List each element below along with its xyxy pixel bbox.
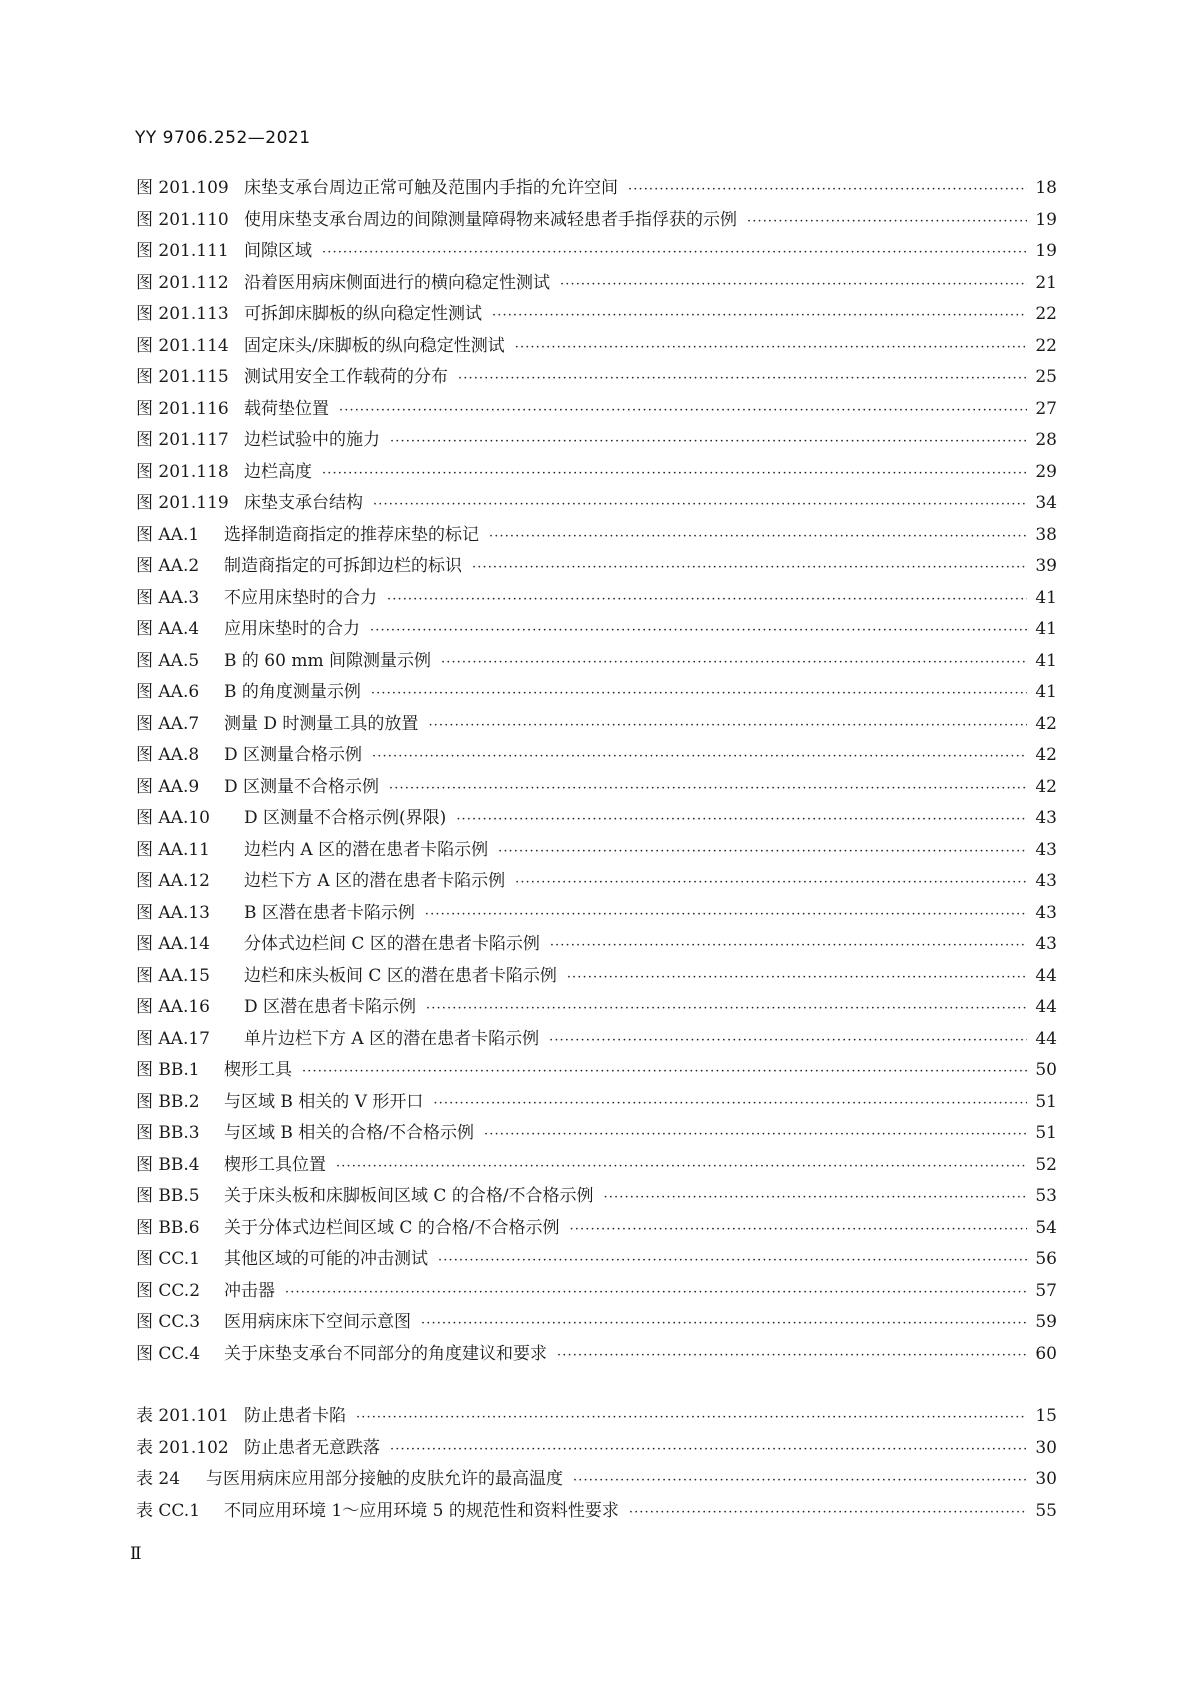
entry-label: 图 201.110: [136, 209, 229, 230]
table-entry[interactable]: [136, 1438, 1057, 1470]
entry-title: 与区域 B 相关的 V 形开口: [224, 1091, 424, 1112]
entry-page-number: 55: [1035, 1500, 1057, 1521]
entry-page-number: 51: [1035, 1123, 1057, 1143]
entry-page-number: 41: [1035, 587, 1057, 608]
entry-title: 医用病床床下空间示意图: [224, 1312, 411, 1332]
entry-page-number: 51: [1035, 1091, 1057, 1112]
section-gap: [136, 1375, 1057, 1406]
entry-label: 表 24: [136, 1469, 181, 1489]
dot-leader: [515, 338, 1027, 358]
entry-page-number: 43: [1035, 902, 1057, 923]
entry-page-number: 29: [1035, 461, 1057, 482]
figure-entry[interactable]: [136, 1029, 1057, 1061]
figure-entry[interactable]: [136, 1312, 1057, 1344]
entry-title: 边栏高度: [244, 461, 312, 482]
entry-label: 图 AA.14: [136, 934, 210, 954]
entry-label: 图 201.112: [136, 272, 229, 293]
entry-page-number: 56: [1035, 1249, 1057, 1269]
entry-page-number: 43: [1035, 871, 1057, 891]
dot-leader: [428, 716, 1027, 736]
entry-page-number: 43: [1035, 839, 1057, 860]
dot-leader: [390, 432, 1027, 452]
dot-leader: [390, 1440, 1027, 1460]
entry-title: 关于床头板和床脚板间区域 C 的合格/不合格示例: [224, 1186, 594, 1206]
entry-title: 防止患者卡陷: [244, 1406, 346, 1426]
table-entry[interactable]: [136, 1501, 1057, 1533]
figure-entry[interactable]: [136, 525, 1057, 557]
figure-entry[interactable]: [136, 808, 1057, 840]
figure-entry[interactable]: [136, 1249, 1057, 1281]
entry-page-number: 27: [1035, 398, 1057, 419]
figure-entry[interactable]: [136, 304, 1057, 336]
figure-entry[interactable]: [136, 178, 1057, 210]
entry-label: 图 CC.1: [136, 1249, 201, 1269]
figure-entry[interactable]: [136, 903, 1057, 935]
entry-title: D 区潜在患者卡陷示例: [244, 997, 417, 1017]
entry-page-number: 42: [1035, 713, 1057, 734]
entry-title: 床垫支承台结构: [244, 493, 363, 513]
dot-leader: [549, 1031, 1027, 1051]
dot-leader: [456, 810, 1027, 830]
dot-leader: [302, 1062, 1027, 1082]
entry-page-number: 41: [1035, 619, 1057, 639]
table-entry[interactable]: [136, 1469, 1057, 1501]
entry-page-number: 30: [1035, 1437, 1057, 1458]
entry-label: 图 BB.1: [136, 1060, 200, 1080]
figure-entry[interactable]: [136, 1281, 1057, 1313]
entry-label: 图 AA.13: [136, 902, 210, 923]
entry-label: 表 201.101: [136, 1406, 229, 1426]
entry-label: 图 BB.2: [136, 1091, 200, 1112]
entry-label: 图 AA.3: [136, 587, 200, 608]
entry-label: 图 BB.4: [136, 1154, 200, 1175]
dot-leader: [322, 464, 1027, 484]
entry-label: 图 201.109: [136, 178, 229, 198]
entry-title: 边栏和床头板间 C 区的潜在患者卡陷示例: [244, 965, 557, 986]
figure-entry[interactable]: [136, 462, 1057, 494]
dot-leader: [492, 306, 1027, 326]
entry-title: 应用床垫时的合力: [224, 619, 360, 639]
entry-label: 图 CC.4: [136, 1343, 201, 1364]
dot-leader: [285, 1283, 1027, 1303]
dot-leader: [567, 968, 1027, 988]
entry-title: 测量 D 时测量工具的放置: [224, 713, 419, 734]
figure-entry[interactable]: [136, 840, 1057, 872]
standard-number-header: YY 9706.252—2021: [135, 128, 311, 148]
list-of-figures: [136, 178, 1057, 1375]
entry-page-number: 42: [1035, 776, 1057, 797]
entry-label: 图 201.113: [136, 304, 229, 324]
dot-leader: [484, 1125, 1027, 1145]
entry-page-number: 21: [1035, 272, 1057, 293]
entry-label: 图 AA.7: [136, 713, 200, 734]
entry-title: 制造商指定的可拆卸边栏的标识: [224, 556, 462, 576]
entry-label: 图 BB.5: [136, 1186, 200, 1206]
entry-title: B 区潜在患者卡陷示例: [244, 902, 415, 923]
entry-page-number: 59: [1035, 1312, 1057, 1332]
entry-title: 可拆卸床脚板的纵向稳定性测试: [244, 304, 482, 324]
entry-page-number: 53: [1035, 1186, 1057, 1206]
entry-label: 图 AA.6: [136, 682, 200, 702]
entry-page-number: 44: [1035, 1028, 1057, 1049]
dot-leader: [433, 1094, 1027, 1114]
table-entry[interactable]: [136, 1406, 1057, 1438]
entry-title: 载荷垫位置: [244, 398, 329, 419]
figure-entry[interactable]: [136, 1123, 1057, 1155]
dot-leader: [515, 873, 1027, 893]
entry-page-number: 60: [1035, 1343, 1057, 1364]
dot-leader: [425, 905, 1027, 925]
dot-leader: [426, 999, 1027, 1019]
dot-leader: [498, 842, 1027, 862]
figure-entry[interactable]: [136, 367, 1057, 399]
entry-title: B 的角度测量示例: [224, 682, 361, 702]
page-number-roman: Ⅱ: [130, 1544, 142, 1564]
entry-page-number: 34: [1035, 493, 1057, 513]
entry-page-number: 41: [1035, 650, 1057, 671]
entry-title: 选择制造商指定的推荐床垫的标记: [224, 524, 479, 545]
entry-page-number: 18: [1035, 178, 1057, 198]
entry-title: 单片边栏下方 A 区的潜在患者卡陷示例: [244, 1028, 540, 1049]
entry-page-number: 19: [1035, 241, 1057, 261]
entry-title: 测试用安全工作载荷的分布: [244, 367, 448, 387]
dot-leader: [557, 1346, 1027, 1366]
figure-entry[interactable]: [136, 966, 1057, 998]
entry-title: 沿着医用病床侧面进行的横向稳定性测试: [244, 272, 550, 293]
entry-label: 图 AA.15: [136, 965, 210, 986]
dot-leader: [373, 495, 1027, 515]
dot-leader: [322, 243, 1027, 263]
entry-title: 固定床头/床脚板的纵向稳定性测试: [244, 335, 505, 356]
entry-label: 图 AA.5: [136, 650, 200, 671]
dot-leader: [438, 1251, 1027, 1271]
entry-page-number: 54: [1035, 1217, 1057, 1238]
figure-entry[interactable]: [136, 1186, 1057, 1218]
dot-leader: [421, 1314, 1027, 1334]
figure-entry[interactable]: [136, 934, 1057, 966]
figure-entry[interactable]: [136, 273, 1057, 305]
entry-page-number: 43: [1035, 808, 1057, 828]
entry-page-number: 39: [1035, 556, 1057, 576]
dot-leader: [372, 747, 1027, 767]
entry-label: 图 AA.17: [136, 1028, 210, 1049]
dot-leader: [560, 275, 1027, 295]
figure-entry[interactable]: [136, 241, 1057, 273]
entry-page-number: 43: [1035, 934, 1057, 954]
dot-leader: [336, 1157, 1027, 1177]
entry-title: 与医用病床应用部分接触的皮肤允许的最高温度: [206, 1469, 563, 1489]
entry-page-number: 44: [1035, 965, 1057, 986]
entry-label: 图 AA.8: [136, 745, 200, 765]
dot-leader: [628, 180, 1027, 200]
entry-title: 使用床垫支承台周边的间隙测量障碍物来减轻患者手指俘获的示例: [244, 209, 737, 230]
dot-leader: [747, 212, 1027, 232]
entry-title: 与区域 B 相关的合格/不合格示例: [224, 1123, 475, 1143]
dot-leader: [389, 779, 1027, 799]
figure-entry[interactable]: [136, 619, 1057, 651]
entry-page-number: 28: [1035, 430, 1057, 450]
figure-entry[interactable]: [136, 493, 1057, 525]
entry-label: 图 AA.16: [136, 997, 210, 1017]
entry-page-number: 25: [1035, 367, 1057, 387]
entry-label: 图 AA.11: [136, 839, 210, 860]
entry-label: 图 201.119: [136, 493, 229, 513]
entry-label: 图 CC.3: [136, 1312, 201, 1332]
entry-page-number: 15: [1035, 1406, 1057, 1426]
dot-leader: [441, 653, 1027, 673]
entry-page-number: 38: [1035, 524, 1057, 545]
entry-title: 不应用床垫时的合力: [224, 587, 377, 608]
entry-label: 表 CC.1: [136, 1500, 201, 1521]
figure-entry[interactable]: [136, 1344, 1057, 1376]
figure-entry[interactable]: [136, 556, 1057, 588]
entry-label: 图 CC.2: [136, 1280, 201, 1301]
entry-title: 关于分体式边栏间区域 C 的合格/不合格示例: [224, 1217, 560, 1238]
entry-title: 冲击器: [224, 1280, 275, 1301]
entry-title: 其他区域的可能的冲击测试: [224, 1249, 428, 1269]
entry-label: 图 BB.3: [136, 1123, 200, 1143]
entry-page-number: 22: [1035, 335, 1057, 356]
figure-entry[interactable]: [136, 210, 1057, 242]
figure-entry[interactable]: [136, 651, 1057, 683]
figure-entry[interactable]: [136, 1092, 1057, 1124]
entry-title: D 区测量不合格示例: [224, 776, 380, 797]
entry-title: 关于床垫支承台不同部分的角度建议和要求: [224, 1343, 547, 1364]
entry-label: 图 201.118: [136, 461, 229, 482]
dot-leader: [570, 1220, 1027, 1240]
figure-entry[interactable]: [136, 1060, 1057, 1092]
entry-page-number: 19: [1035, 209, 1057, 230]
entry-title: 床垫支承台周边正常可触及范围内手指的允许空间: [244, 178, 618, 198]
figure-entry[interactable]: [136, 714, 1057, 746]
figure-entry[interactable]: [136, 997, 1057, 1029]
entry-page-number: 57: [1035, 1280, 1057, 1301]
figure-entry[interactable]: [136, 336, 1057, 368]
dot-leader: [604, 1188, 1027, 1208]
entry-title: 分体式边栏间 C 区的潜在患者卡陷示例: [244, 934, 540, 954]
dot-leader: [458, 369, 1027, 389]
entry-label: 图 201.116: [136, 398, 229, 419]
dot-leader: [356, 1408, 1027, 1428]
figure-entry[interactable]: [136, 399, 1057, 431]
dot-leader: [550, 936, 1027, 956]
dot-leader: [629, 1503, 1027, 1523]
entry-label: 图 BB.6: [136, 1217, 200, 1238]
figure-entry[interactable]: [136, 588, 1057, 620]
entry-page-number: 30: [1035, 1469, 1057, 1489]
entry-label: 图 AA.10: [136, 808, 210, 828]
entry-label: 图 AA.12: [136, 871, 210, 891]
figure-entry[interactable]: [136, 1155, 1057, 1187]
dot-leader: [387, 590, 1027, 610]
entry-label: 图 201.115: [136, 367, 229, 387]
entry-title: 不同应用环境 1～应用环境 5 的规范性和资料性要求: [224, 1500, 619, 1521]
entry-label: 图 201.111: [136, 241, 229, 261]
entry-label: 表 201.102: [136, 1437, 229, 1458]
entry-label: 图 AA.2: [136, 556, 200, 576]
dot-leader: [370, 621, 1027, 641]
entry-title: 边栏内 A 区的潜在患者卡陷示例: [244, 839, 489, 860]
entry-label: 图 AA.4: [136, 619, 200, 639]
figure-entry[interactable]: [136, 745, 1057, 777]
entry-page-number: 44: [1035, 997, 1057, 1017]
entry-label: 图 201.117: [136, 430, 229, 450]
entry-page-number: 50: [1035, 1060, 1057, 1080]
dot-leader: [489, 527, 1027, 547]
figure-entry[interactable]: [136, 871, 1057, 903]
list-of-tables: [136, 1406, 1057, 1532]
entry-title: 间隙区域: [244, 241, 312, 261]
entry-page-number: 42: [1035, 745, 1057, 765]
dot-leader: [472, 558, 1027, 578]
entry-title: 楔形工具位置: [224, 1154, 326, 1175]
dot-leader: [339, 401, 1027, 421]
entry-title: D 区测量合格示例: [224, 745, 363, 765]
figure-entry[interactable]: [136, 1218, 1057, 1250]
entry-title: 边栏试验中的施力: [244, 430, 380, 450]
entry-title: D 区测量不合格示例(界限): [244, 808, 447, 828]
entry-label: 图 201.114: [136, 335, 229, 356]
entry-label: 图 AA.1: [136, 524, 200, 545]
entry-page-number: 41: [1035, 682, 1057, 702]
entry-label: 图 AA.9: [136, 776, 200, 797]
entry-page-number: 52: [1035, 1154, 1057, 1175]
entry-page-number: 22: [1035, 304, 1057, 324]
entry-title: B 的 60 mm 间隙测量示例: [224, 650, 431, 671]
figure-entry[interactable]: [136, 777, 1057, 809]
figure-entry[interactable]: [136, 430, 1057, 462]
figure-entry[interactable]: [136, 682, 1057, 714]
figure-table-list: [136, 178, 1057, 1532]
entry-title: 边栏下方 A 区的潜在患者卡陷示例: [244, 871, 506, 891]
entry-title: 防止患者无意跌落: [244, 1437, 380, 1458]
dot-leader: [573, 1471, 1027, 1491]
dot-leader: [371, 684, 1027, 704]
entry-title: 楔形工具: [224, 1060, 292, 1080]
